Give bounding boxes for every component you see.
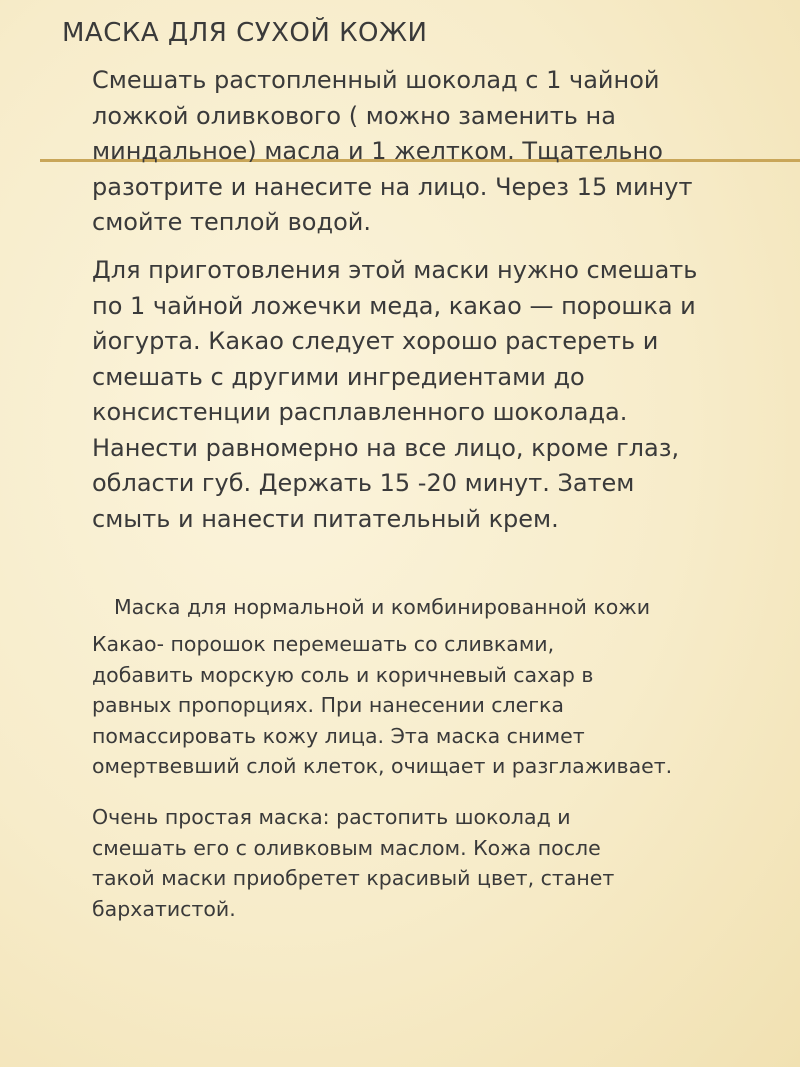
- list-item: [92, 629, 672, 782]
- list-item: [92, 253, 697, 537]
- text-line: помассировать кожу лица. Эта маска снимет: [92, 723, 585, 748]
- text-line: бархатистой.: [92, 896, 236, 921]
- slide-title: МАСКА ДЛЯ СУХОЙ КОЖИ: [62, 18, 428, 48]
- text-line: добавить морскую соль и коричневый сахар в: [92, 662, 594, 687]
- text-line: миндальное) масла и 1 желтком. Тщательно: [92, 137, 663, 165]
- list-item: [92, 63, 692, 241]
- text-line: Очень простая маска: растопить шоколад и: [92, 805, 571, 829]
- text-line: Смешать растопленный шоколад с 1 чайной: [92, 66, 660, 94]
- text-line: равных пропорциях. При нанесении слегка: [92, 693, 564, 717]
- text-line: смешать с другими ингредиентами до: [92, 362, 585, 391]
- text-line: области губ. Держать 15 -20 минут. Затем: [92, 469, 635, 497]
- text-line: разотрите и нанесите на лицо. Через 15 минут: [92, 172, 693, 201]
- text-line: такой маски приобретет красивый цвет, станет: [92, 866, 615, 890]
- subheading: [114, 592, 650, 623]
- text-line: смыть и нанести питательный крем.: [92, 504, 559, 533]
- text-line: Маска для нормальной и комбинированной кожи: [114, 595, 651, 619]
- text-line: консистенции расплавленного шоколада.: [92, 398, 628, 426]
- text-line: Нанести равномерно на все лицо, кроме глаз,: [92, 433, 680, 462]
- text-line: ложкой оливкового ( можно заменить на: [92, 101, 616, 130]
- text-line: омертвевший слой клеток, очищает и разглаживает.: [92, 754, 673, 778]
- text-line: по 1 чайной ложечки меда, какао — порошка и: [92, 291, 696, 320]
- text-line: йогурта. Какао следует хорошо растереть и: [92, 327, 659, 355]
- text-line: Какао- порошок перемешать со сливками,: [92, 632, 555, 656]
- list-item: [92, 802, 614, 924]
- text-line: Для приготовления этой маски нужно смешать: [92, 256, 698, 284]
- text-line: смойте теплой водой.: [92, 208, 371, 236]
- text-line: смешать его с оливковым маслом. Кожа после: [92, 835, 601, 860]
